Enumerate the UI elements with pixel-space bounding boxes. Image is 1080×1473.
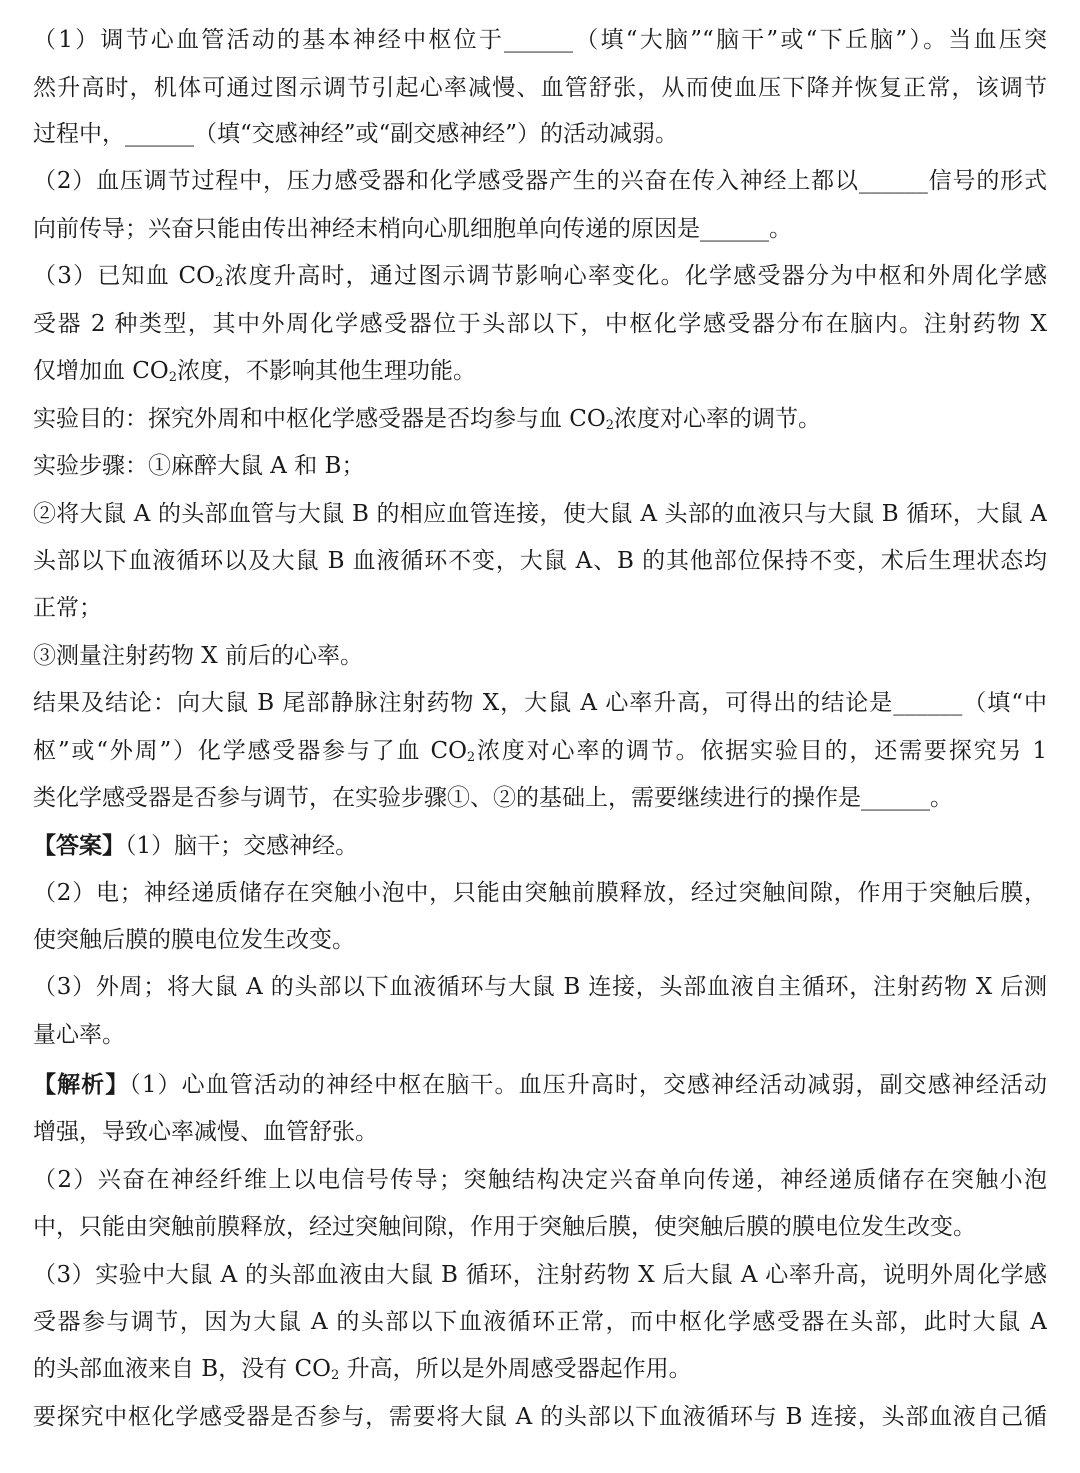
text-line: ②将大鼠 A 的头部血管与大鼠 B 的相应血管连接，使大鼠 A 头部的血液只与大鼠 B 循环，大鼠 A <box>33 501 1047 527</box>
subscript: 2 <box>215 275 224 290</box>
text-segment: （1）心血管活动的神经中枢在脑干。血压升高时，交感神经活动减弱，副交感神经活动 <box>129 1072 1047 1098</box>
text-line: （2）电；神经递质储存在突触小泡中，只能由突触前膜释放，经过突触间隙，作用于突触后膜， <box>33 880 1047 906</box>
text-line <box>33 348 1047 395</box>
text-line: （2）兴奋在神经纤维上以电信号传导；突触结构决定兴奋单向传递，神经递质储存在突触小泡 <box>33 1167 1047 1193</box>
text-line: 增强，导致心率减慢、血管舒张。 <box>33 1119 378 1145</box>
subscript: 2 <box>605 418 615 433</box>
text-line: 量心率。 <box>33 1022 125 1048</box>
text-line: 过程中，______（填“交感神经”或“副交感神经”）的活动减弱。 <box>33 121 679 147</box>
text-segment: 浓度升高时，通过图示调节影响心率变化。化学感受器分为中枢和外周化学感 <box>223 263 1047 289</box>
subscript: 2 <box>168 370 178 385</box>
text-line: （3）实验中大鼠 A 的头部血液由大鼠 B 循环，注射药物 X 后大鼠 A 心率升高，说明外周化学感 <box>33 1262 1047 1288</box>
text-segment: 的头部血液来自 B，没有 CO <box>33 1356 331 1382</box>
text-line: 要探究中枢化学感受器是否参与，需要将大鼠 A 的头部以下血液循环与 B 连接，头部血液自己循 <box>33 1404 1047 1430</box>
text-line: 头部以下血液循环以及大鼠 B 血液循环不变，大鼠 A、B 的其他部位保持不变，术后生理状态均 <box>33 548 1047 574</box>
text-line: 结果及结论：向大鼠 B 尾部静脉注射药物 X，大鼠 A 心率升高，可得出的结论是______（填“中 <box>33 690 1047 716</box>
text-line <box>33 1346 1047 1393</box>
text-line: ③测量注射药物 X 前后的心率。 <box>33 643 363 669</box>
answer-heading-line <box>33 822 1047 869</box>
text-line: 向前传导；兴奋只能由传出神经末梢向心肌细胞单向传递的原因是______。 <box>33 216 792 242</box>
text-segment: 实验目的：探究外周和中枢化学感受器是否均参与血 CO <box>33 406 606 432</box>
text-line <box>33 396 1047 443</box>
text-segment: 升高，所以是外周感受器起作用。 <box>339 1356 692 1382</box>
text-segment: 浓度对心率的调节。 <box>614 406 822 432</box>
subscript: 2 <box>466 750 476 765</box>
analysis-label: 【解析】 <box>33 1071 130 1098</box>
text-line: （2）血压调节过程中，压力感受器和化学感受器产生的兴奋在传入神经上都以______信号的形式 <box>33 168 1047 194</box>
text-segment: 仅增加血 CO <box>33 358 169 384</box>
text-segment: 枢”或“外周”）化学感受器参与了血 CO <box>33 738 467 764</box>
text-segment: （1）脑干；交感神经。 <box>125 833 359 859</box>
analysis-heading-line <box>33 1061 1047 1108</box>
text-line: （1）调节心血管活动的基本神经中枢位于______（填“大脑”“脑干”或“下丘脑”）。当血压突 <box>33 27 1047 53</box>
text-line: 正常； <box>33 595 102 621</box>
text-segment: 浓度对心率的调节。依据实验目的，还需要探究另 1 <box>475 738 1047 764</box>
subscript: 2 <box>330 1368 340 1383</box>
text-segment: 浓度，不影响其他生理功能。 <box>177 358 477 384</box>
text-segment: （3）已知血 CO <box>33 263 215 289</box>
text-line: 受器 2 种类型，其中外周化学感受器位于头部以下，中枢化学感受器分布在脑内。注射药物 X <box>33 311 1047 337</box>
text-line: 类化学感受器是否参与调节，在实验步骤①、②的基础上，需要继续进行的操作是______。 <box>33 785 953 811</box>
text-line: 实验步骤：①麻醉大鼠 A 和 B； <box>33 453 365 479</box>
text-line: 受器参与调节，因为大鼠 A 的头部以下血液循环正常，而中枢化学感受器在头部，此时大鼠 A <box>33 1309 1047 1335</box>
text-line: 然升高时，机体可通过图示调节引起心率减慢、血管舒张，从而使血压下降并恢复正常，该调节 <box>33 75 1047 101</box>
text-line: 使突触后膜的膜电位发生改变。 <box>33 927 355 953</box>
text-line: （3）外周；将大鼠 A 的头部以下血液循环与大鼠 B 连接，头部血液自主循环，注射药物 X 后测 <box>33 974 1047 1000</box>
text-line <box>33 728 1047 775</box>
text-line <box>33 253 1047 300</box>
text-line: 中，只能由突触前膜释放，经过突触间隙，作用于突触后膜，使突触后膜的膜电位发生改变。 <box>33 1214 976 1240</box>
answer-label: 【答案】 <box>33 832 125 859</box>
